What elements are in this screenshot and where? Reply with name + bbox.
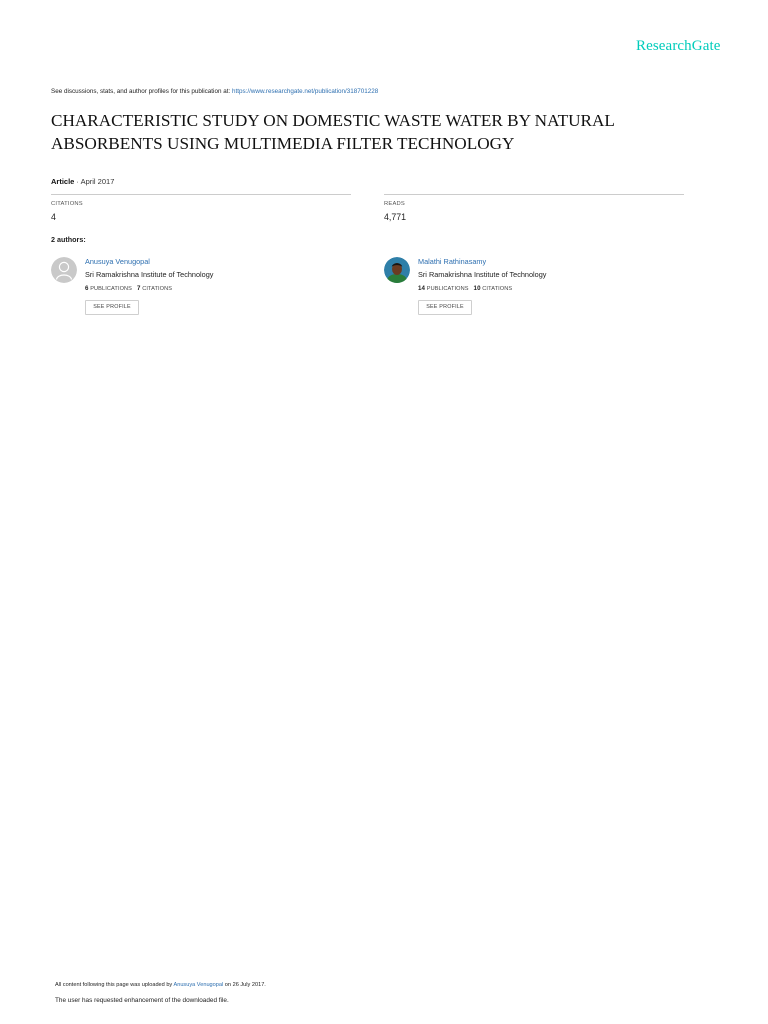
- divider-right: [384, 194, 684, 195]
- citations-label: CITATIONS: [142, 286, 173, 292]
- author-stats: [418, 285, 512, 292]
- citations-label: CITATIONS: [51, 201, 83, 207]
- publication-date: · April 2017: [74, 177, 115, 186]
- upload-notice-suffix: on 26 July 2017.: [223, 982, 266, 988]
- citations-count: 7: [137, 285, 141, 292]
- uploader-link[interactable]: Anusuya Venugopal: [173, 982, 224, 988]
- researchgate-logo[interactable]: ResearchGate: [636, 38, 721, 54]
- see-profile-button[interactable]: SEE PROFILE: [85, 300, 139, 315]
- publications-count: 14: [418, 285, 426, 292]
- upload-notice: [55, 982, 266, 988]
- default-avatar-icon[interactable]: [51, 257, 77, 283]
- author-stats: [85, 285, 172, 292]
- author-institution: Sri Ramakrishna Institute of Technology: [418, 270, 547, 279]
- author-institution: Sri Ramakrishna Institute of Technology: [85, 270, 214, 279]
- profile-photo[interactable]: [384, 257, 410, 283]
- enhancement-notice: The user has requested enhancement of the downloaded file.: [55, 997, 229, 1004]
- divider-left: [51, 194, 351, 195]
- author-name[interactable]: Anusuya Venugopal: [85, 257, 150, 266]
- reads-label: READS: [384, 201, 405, 207]
- publications-label: PUBLICATIONS: [90, 286, 133, 292]
- publication-type: Article: [51, 177, 75, 186]
- publication-link[interactable]: https://www.researchgate.net/publication/318701228: [231, 88, 379, 95]
- authors-heading: 2 authors:: [51, 235, 86, 244]
- see-profile-button[interactable]: SEE PROFILE: [418, 300, 472, 315]
- reads-value: 4,771: [384, 212, 407, 222]
- publication-title: CHARACTERISTIC STUDY ON DOMESTIC WASTE WATER BY NATURAL ABSORBENTS USING MULTIMEDIA FILTER TECHNOLOGY: [51, 111, 615, 153]
- publications-count: 6: [85, 285, 89, 292]
- discussion-notice: [51, 88, 378, 95]
- citations-count: 10: [473, 285, 481, 292]
- publication-meta: [51, 177, 114, 186]
- author-name[interactable]: Malathi Rathinasamy: [418, 257, 487, 266]
- citations-label: CITATIONS: [482, 286, 513, 292]
- discussion-notice-text: See discussions, stats, and author profiles for this publication at:: [51, 88, 232, 95]
- citations-value: 4: [51, 212, 56, 222]
- publications-label: PUBLICATIONS: [426, 286, 469, 292]
- upload-notice-prefix: All content following this page was uploaded by: [55, 982, 174, 988]
